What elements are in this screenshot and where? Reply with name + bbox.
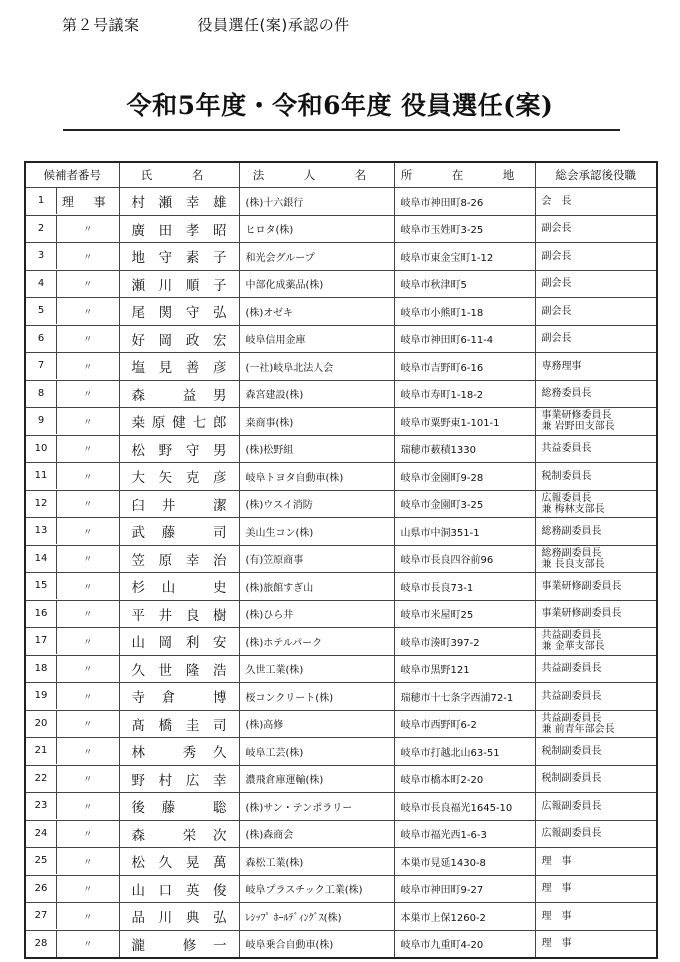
address-cell: 岐阜市神田町8-26 (394, 188, 535, 216)
corporation-cell: ﾚｼｯﾌﾟ ﾎｰﾙﾃﾞｨﾝｸﾞｽ(株) (239, 903, 394, 931)
address-cell: 岐阜市神田町6-11-4 (394, 325, 535, 353)
table-row (25, 875, 657, 903)
address-cell: 岐阜市黒野121 (394, 655, 535, 683)
agenda-header (62, 14, 350, 35)
address-cell: 岐阜市金園町9-28 (394, 463, 535, 491)
candidate-number-cell (25, 738, 119, 766)
position: 〃 (83, 252, 93, 263)
name-cell (119, 325, 239, 353)
table-row (25, 930, 657, 958)
candidate-number-cell (25, 848, 119, 876)
table-row (25, 298, 657, 326)
candidate-number: 15 (26, 573, 57, 599)
person-name: 松 野 守 男 (131, 442, 227, 459)
address-cell: 瑞穂市十七条字西浦72-1 (394, 683, 535, 711)
candidate-number-cell (25, 298, 119, 326)
table-row (25, 463, 657, 491)
table-row (25, 518, 657, 546)
candidate-number: 9 (26, 408, 57, 434)
role-cell: 広報副委員長 (535, 793, 657, 821)
name-cell (119, 270, 239, 298)
name-cell (119, 243, 239, 271)
candidate-number: 10 (26, 436, 57, 462)
address-cell: 山県市中洞351-1 (394, 518, 535, 546)
person-name: 松 久 晃 萬 (131, 855, 227, 872)
role-cell: 会 長 (535, 188, 657, 216)
address-cell: 本巣市見延1430-8 (394, 848, 535, 876)
candidate-number-cell (25, 903, 119, 931)
position: 〃 (83, 527, 93, 538)
candidate-number-cell (25, 683, 119, 711)
name-cell (119, 573, 239, 601)
name-cell (119, 188, 239, 216)
corporation-cell: (株)高修 (239, 710, 394, 738)
candidate-number: 25 (26, 848, 57, 874)
address-cell: 岐阜市吉野町6-16 (394, 353, 535, 381)
corporation-cell: 岐阜トヨタ自動車(株) (239, 463, 394, 491)
corporation-cell: 森宮建設(株) (239, 380, 394, 408)
table-row (25, 655, 657, 683)
table-row (25, 683, 657, 711)
agenda-item-number: 第２号議案 (62, 16, 140, 34)
name-cell (119, 408, 239, 436)
name-cell (119, 435, 239, 463)
candidate-number-cell (25, 380, 119, 408)
person-name: 森 益 男 (131, 387, 227, 404)
candidate-number: 7 (26, 353, 57, 379)
role-cell: 理 事 (535, 930, 657, 958)
candidate-number: 5 (26, 298, 57, 324)
candidate-number: 22 (26, 766, 57, 792)
person-name: 塩 見 善 彦 (131, 360, 227, 377)
person-name: 桒 原 健 七 郎 (131, 415, 227, 432)
position: 〃 (83, 637, 93, 648)
address-cell: 岐阜市九重町4-20 (394, 930, 535, 958)
candidate-number: 24 (26, 821, 57, 847)
candidate-number: 27 (26, 903, 57, 929)
candidate-number-cell (25, 573, 119, 601)
name-cell (119, 655, 239, 683)
person-name: 杉 山 史 (131, 580, 227, 597)
table-row (25, 380, 657, 408)
candidate-number: 14 (26, 546, 57, 572)
position: 〃 (83, 335, 93, 346)
candidate-number-cell (25, 270, 119, 298)
person-name: 武 藤 司 (131, 525, 227, 542)
position: 〃 (83, 912, 93, 923)
address-cell: 岐阜市米屋町25 (394, 600, 535, 628)
table-row (25, 215, 657, 243)
corporation-cell: 和光会グループ (239, 243, 394, 271)
corporation-cell: 桒商事(株) (239, 408, 394, 436)
corporation-cell: (株)ひら井 (239, 600, 394, 628)
position: 〃 (83, 280, 93, 291)
role-cell: 理 事 (535, 875, 657, 903)
name-cell (119, 545, 239, 573)
candidate-number: 12 (26, 491, 57, 517)
position: 〃 (83, 445, 93, 456)
table-row (25, 545, 657, 573)
candidate-number-cell (25, 600, 119, 628)
name-cell (119, 380, 239, 408)
person-name: 品 川 典 弘 (131, 910, 227, 927)
candidate-number-cell (25, 353, 119, 381)
address-cell: 岐阜市福光西1-6-3 (394, 820, 535, 848)
candidate-number: 28 (26, 931, 57, 957)
address-cell: 岐阜市秋津町5 (394, 270, 535, 298)
candidate-number-cell (25, 628, 119, 656)
candidate-number-cell (25, 765, 119, 793)
person-name: 臼 井 潔 (131, 497, 227, 514)
candidate-number: 26 (26, 876, 57, 902)
address-cell: 岐阜市西野町6-2 (394, 710, 535, 738)
position: 〃 (83, 362, 93, 373)
address-cell: 瑞穂市薮積1330 (394, 435, 535, 463)
table-row (25, 188, 657, 216)
corporation-cell: 濃飛倉庫運輸(株) (239, 765, 394, 793)
corporation-cell: (株)松野組 (239, 435, 394, 463)
corporation-cell: (一社)岐阜北法人会 (239, 353, 394, 381)
person-name: 笠 原 幸 治 (131, 552, 227, 569)
candidate-number-cell (25, 930, 119, 958)
name-cell (119, 793, 239, 821)
corporation-cell: 久世工業(株) (239, 655, 394, 683)
corporation-cell: (株)森商会 (239, 820, 394, 848)
position: 〃 (83, 500, 93, 511)
person-name: 野 村 広 幸 (131, 772, 227, 789)
person-name: 山 岡 利 安 (131, 635, 227, 652)
table-row (25, 325, 657, 353)
address-cell: 岐阜市橋本町2-20 (394, 765, 535, 793)
position: 〃 (83, 665, 93, 676)
corporation-cell: 岐阜プラスチック工業(株) (239, 875, 394, 903)
role-cell: 専務理事 (535, 353, 657, 381)
name-cell (119, 930, 239, 958)
candidate-number-cell (25, 463, 119, 491)
name-cell (119, 628, 239, 656)
header-candidate-number: 候補者番号 (25, 162, 119, 188)
role-cell: 理 事 (535, 903, 657, 931)
table-row (25, 353, 657, 381)
person-name: 林 秀 久 (131, 745, 227, 762)
address-cell: 岐阜市東金宝町1-12 (394, 243, 535, 271)
position: 〃 (83, 610, 93, 621)
candidate-number: 23 (26, 793, 57, 819)
position: 〃 (83, 775, 93, 786)
header-role: 総会承認後役職 (535, 162, 657, 188)
table-row (25, 793, 657, 821)
position: 〃 (83, 417, 93, 428)
table-header-row (25, 162, 657, 188)
role-cell: 総務副委員長 兼 長良支部長 (535, 545, 657, 573)
position: 〃 (83, 802, 93, 813)
position: 〃 (83, 857, 93, 868)
candidate-number-cell (25, 243, 119, 271)
candidate-number-cell (25, 188, 119, 216)
person-name: 瀬 川 順 子 (131, 277, 227, 294)
position: 〃 (83, 940, 93, 951)
corporation-cell: (株)ウスイ消防 (239, 490, 394, 518)
role-cell: 広報副委員長 (535, 820, 657, 848)
candidate-number: 18 (26, 656, 57, 682)
address-cell: 岐阜市神田町9-27 (394, 875, 535, 903)
name-cell (119, 820, 239, 848)
table-row (25, 820, 657, 848)
table-row (25, 270, 657, 298)
position: 〃 (83, 390, 93, 401)
candidate-number-cell (25, 820, 119, 848)
corporation-cell: 森松工業(株) (239, 848, 394, 876)
candidate-number: 6 (26, 326, 57, 352)
person-name: 村 瀬 幸 雄 (131, 195, 227, 212)
candidate-number-cell (25, 435, 119, 463)
person-name: 平 井 良 樹 (131, 607, 227, 624)
candidate-number: 8 (26, 381, 57, 407)
person-name: 廣 田 孝 昭 (131, 222, 227, 239)
corporation-cell: ヒロタ(株) (239, 215, 394, 243)
candidate-number: 11 (26, 463, 57, 489)
person-name: 好 岡 政 宏 (131, 332, 227, 349)
name-cell (119, 353, 239, 381)
candidate-number: 1 (26, 188, 57, 214)
candidate-number-cell (25, 518, 119, 546)
role-cell: 総務副委員長 (535, 518, 657, 546)
candidate-number-cell (25, 710, 119, 738)
corporation-cell: (株)オゼキ (239, 298, 394, 326)
candidate-number-cell (25, 875, 119, 903)
table-row (25, 243, 657, 271)
candidate-number-cell (25, 325, 119, 353)
name-cell (119, 215, 239, 243)
candidate-number: 19 (26, 683, 57, 709)
corporation-cell: (株)十六銀行 (239, 188, 394, 216)
candidate-number: 17 (26, 628, 57, 654)
position: 〃 (83, 225, 93, 236)
position: 〃 (83, 747, 93, 758)
header-corporation: 法 人 名 (239, 162, 394, 188)
table-row (25, 408, 657, 436)
role-cell: 共益副委員長 (535, 683, 657, 711)
person-name: 山 口 英 俊 (131, 882, 227, 899)
corporation-cell: 桜コンクリート(株) (239, 683, 394, 711)
address-cell: 本巣市上保1260-2 (394, 903, 535, 931)
address-cell: 岐阜市寿町1-18-2 (394, 380, 535, 408)
role-cell: 税制副委員長 (535, 765, 657, 793)
candidate-number: 3 (26, 243, 57, 269)
name-cell (119, 765, 239, 793)
person-name: 寺 倉 博 (131, 690, 227, 707)
corporation-cell: (株)ホテルパーク (239, 628, 394, 656)
header-address: 所 在 地 (394, 162, 535, 188)
candidate-number: 2 (26, 216, 57, 242)
corporation-cell: (有)笠原商事 (239, 545, 394, 573)
role-cell: 副会長 (535, 215, 657, 243)
person-name: 大 矢 克 彦 (131, 470, 227, 487)
address-cell: 岐阜市湊町397-2 (394, 628, 535, 656)
table-row (25, 848, 657, 876)
role-cell: 副会長 (535, 270, 657, 298)
role-cell: 税制委員長 (535, 463, 657, 491)
name-cell (119, 710, 239, 738)
person-name: 尾 関 守 弘 (131, 305, 227, 322)
table-row (25, 765, 657, 793)
corporation-cell: 中部化成薬品(株) (239, 270, 394, 298)
candidate-number: 16 (26, 601, 57, 627)
name-cell (119, 848, 239, 876)
role-cell: 広報委員長 兼 梅林支部長 (535, 490, 657, 518)
table-row (25, 490, 657, 518)
candidate-number: 21 (26, 738, 57, 764)
role-cell: 共益副委員長 (535, 655, 657, 683)
table-row (25, 600, 657, 628)
name-cell (119, 738, 239, 766)
position: 〃 (83, 472, 93, 483)
role-cell: 副会長 (535, 243, 657, 271)
person-name: 瀧 修 一 (131, 937, 227, 954)
address-cell: 岐阜市粟野東1-101-1 (394, 408, 535, 436)
person-name: 地 守 素 子 (131, 250, 227, 267)
role-cell: 税制副委員長 (535, 738, 657, 766)
role-cell: 総務委員長 (535, 380, 657, 408)
address-cell: 岐阜市玉姓町3-25 (394, 215, 535, 243)
name-cell (119, 903, 239, 931)
table-row (25, 573, 657, 601)
header-name: 氏 名 (119, 162, 239, 188)
table-row (25, 738, 657, 766)
name-cell (119, 875, 239, 903)
address-cell: 岐阜市小熊町1-18 (394, 298, 535, 326)
address-cell: 岐阜市長良73-1 (394, 573, 535, 601)
corporation-cell: (株)旅館すぎ山 (239, 573, 394, 601)
candidate-number-cell (25, 408, 119, 436)
position: 〃 (83, 830, 93, 841)
address-cell: 岐阜市打越北山63-51 (394, 738, 535, 766)
role-cell: 理 事 (535, 848, 657, 876)
title-underline (63, 129, 620, 131)
position: 〃 (83, 555, 93, 566)
table-row (25, 628, 657, 656)
role-cell: 事業研修委員長 兼 岩野田支部長 (535, 408, 657, 436)
officer-candidates-table (24, 161, 658, 959)
corporation-cell: 岐阜工芸(株) (239, 738, 394, 766)
corporation-cell: 岐阜乗合自動車(株) (239, 930, 394, 958)
candidate-number: 4 (26, 271, 57, 297)
corporation-cell: 岐阜信用金庫 (239, 325, 394, 353)
position: 〃 (83, 582, 93, 593)
address-cell: 岐阜市長良四谷前96 (394, 545, 535, 573)
role-cell: 共益副委員長 兼 前青年部会長 (535, 710, 657, 738)
name-cell (119, 683, 239, 711)
name-cell (119, 298, 239, 326)
person-name: 久 世 隆 浩 (131, 662, 227, 679)
role-cell: 副会長 (535, 325, 657, 353)
role-cell: 事業研修副委員長 (535, 573, 657, 601)
position: 〃 (83, 720, 93, 731)
address-cell: 岐阜市長良福光1645-10 (394, 793, 535, 821)
table-body (25, 188, 657, 959)
candidate-number-cell (25, 215, 119, 243)
table-row (25, 435, 657, 463)
name-cell (119, 463, 239, 491)
table-row (25, 710, 657, 738)
role-cell: 副会長 (535, 298, 657, 326)
agenda-subject: 役員選任(案)承認の件 (197, 16, 350, 34)
candidate-number-cell (25, 655, 119, 683)
role-cell: 共益副委員長 兼 金華支部長 (535, 628, 657, 656)
person-name: 髙 橋 圭 司 (131, 717, 227, 734)
table-row (25, 903, 657, 931)
candidate-number-cell (25, 545, 119, 573)
position: 〃 (83, 692, 93, 703)
candidate-number: 13 (26, 518, 57, 544)
position: 〃 (83, 307, 93, 318)
position: 理 事 (61, 194, 114, 209)
person-name: 後 藤 聡 (131, 800, 227, 817)
name-cell (119, 518, 239, 546)
person-name: 森 栄 次 (131, 827, 227, 844)
document-title: 令和5年度・令和6年度 役員選任(案) (126, 91, 554, 120)
position: 〃 (83, 885, 93, 896)
candidate-number-cell (25, 490, 119, 518)
role-cell: 共益委員長 (535, 435, 657, 463)
name-cell (119, 490, 239, 518)
candidate-number-cell (25, 793, 119, 821)
corporation-cell: (株)サン・テンポラリー (239, 793, 394, 821)
corporation-cell: 美山生コン(株) (239, 518, 394, 546)
role-cell: 事業研修副委員長 (535, 600, 657, 628)
name-cell (119, 600, 239, 628)
address-cell: 岐阜市金園町3-25 (394, 490, 535, 518)
candidate-number: 20 (26, 711, 57, 737)
